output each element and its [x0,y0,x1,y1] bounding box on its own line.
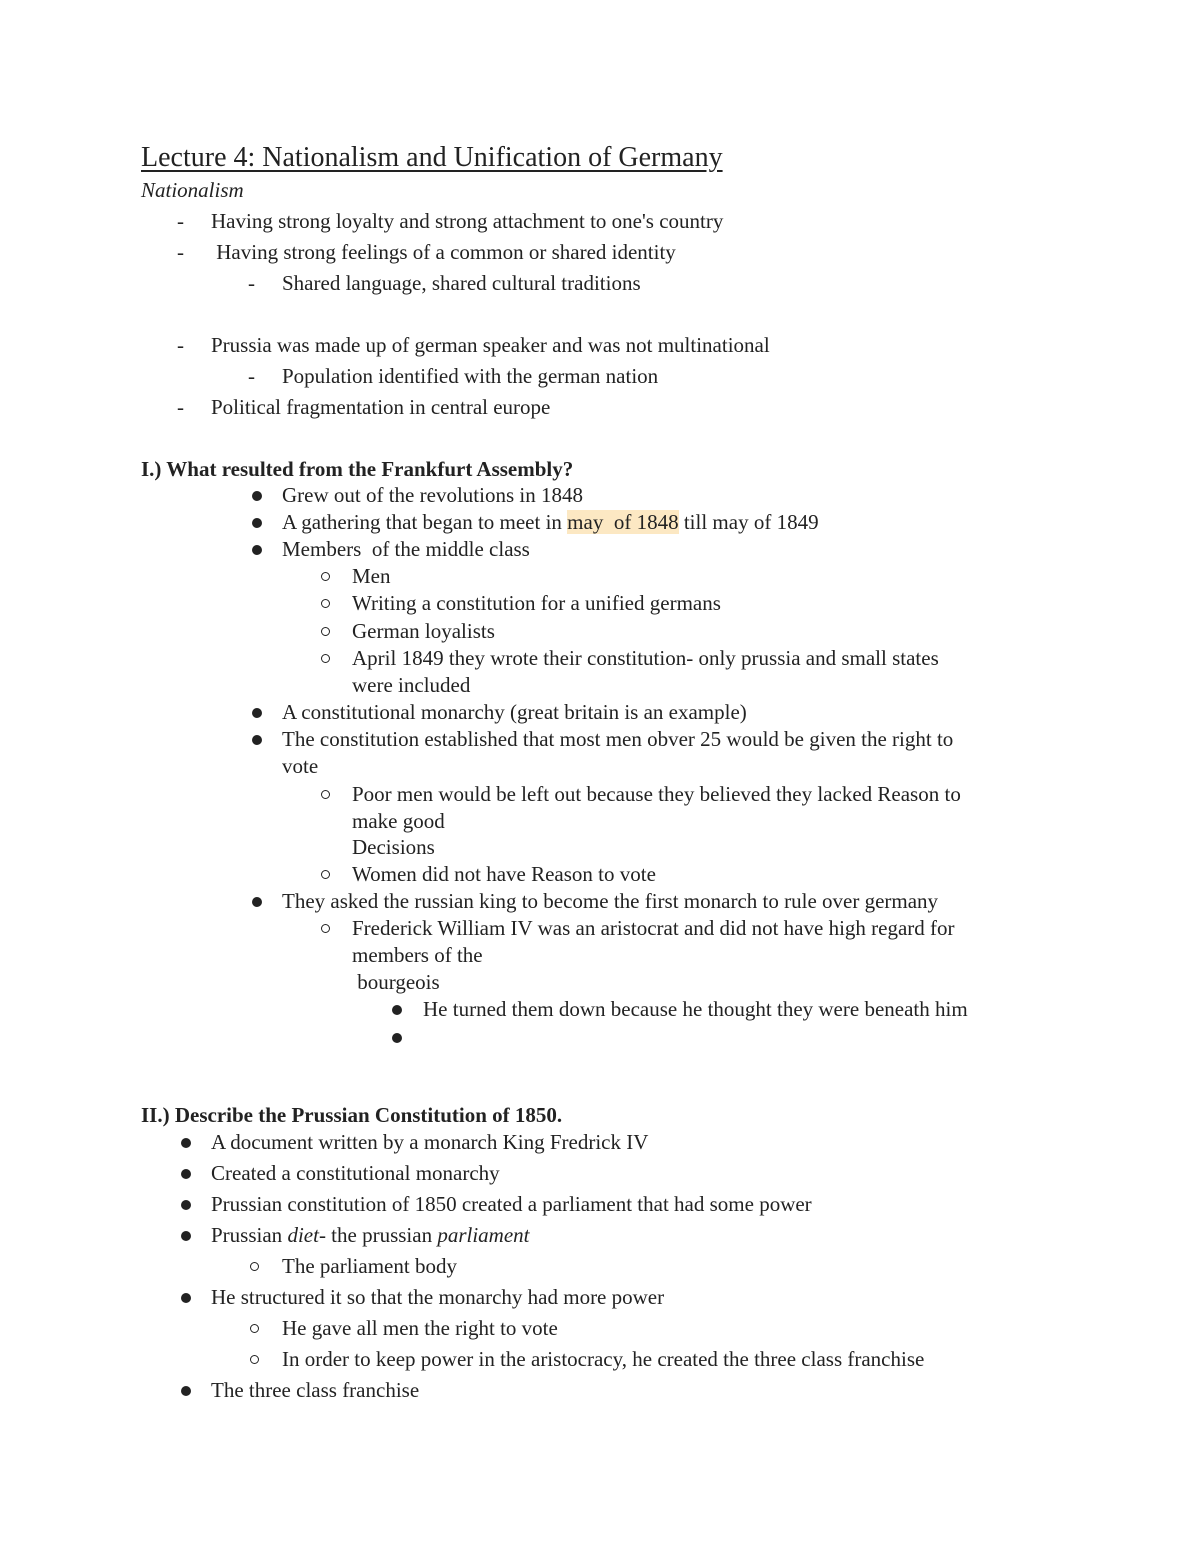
italic-term: diet [287,1223,319,1247]
list-item: Having strong loyalty and strong attachment to one's country [211,209,724,233]
highlighted-text: may of 1848 [567,510,679,534]
list-item: Poor men would be left out because they believed they lacked Reason to [352,782,961,806]
list-item: They asked the russian king to become the first monarch to rule over germany [282,889,939,913]
list-item: Population identified with the german nation [282,364,659,388]
bullet-dot [252,491,262,501]
list-item: A constitutional monarchy (great britain is an example) [282,700,747,724]
bullet-dot [252,545,262,555]
bullet-dot [181,1293,191,1303]
list-item: April 1849 they wrote their constitution- only prussia and small states [352,646,939,670]
list-item-continuation: Decisions [352,835,435,859]
list-item: Shared language, shared cultural traditions [282,271,641,295]
list-item-text: - the prussian [318,1223,438,1247]
list-item: The constitution established that most men obver 25 would be given the right to [282,727,954,751]
list-item: The three class franchise [211,1378,420,1402]
bullet-dot [392,1005,402,1015]
list-item: Political fragmentation in central europe [211,395,551,419]
bullet-dot [252,518,262,528]
bullet-circle [321,870,330,879]
bullet-circle [250,1324,259,1333]
list-item-continuation: vote [282,754,319,778]
bullet-dot [181,1169,191,1179]
list-item: Women did not have Reason to vote [352,862,656,886]
list-item: In order to keep power in the aristocracy, he created the three class franchise [282,1347,925,1371]
dash-bullet: - [177,333,184,357]
list-item [211,1222,530,1249]
dash-bullet: - [248,364,255,388]
list-item: He gave all men the right to vote [282,1316,558,1340]
list-item: He structured it so that the monarchy had more power [211,1285,665,1309]
list-item-text: Prussian [211,1223,288,1247]
list-item: Men [352,564,391,588]
list-item: Grew out of the revolutions in 1848 [282,483,583,507]
dash-bullet: - [177,209,184,233]
page-title: Lecture 4: Nationalism and Unification of Germany [141,142,723,173]
list-item: Frederick William IV was an aristocrat and did not have high regard for [352,916,955,940]
list-item [282,509,819,536]
list-item: The parliament body [282,1254,457,1278]
list-item: Writing a constitution for a unified germans [352,591,721,615]
list-item: Created a constitutional monarchy [211,1161,500,1185]
list-item: He turned them down because he thought they were beneath him [423,997,968,1021]
section-heading: II.) Describe the Prussian Constitution of 1850. [141,1103,563,1127]
bullet-circle [321,654,330,663]
bullet-dot [252,897,262,907]
bullet-circle [321,599,330,608]
bullet-circle [321,572,330,581]
bullet-dot [181,1200,191,1210]
section-heading: I.) What resulted from the Frankfurt Assembly? [141,457,574,481]
list-item-text: till may of 1849 [678,510,819,534]
bullet-circle [250,1355,259,1364]
bullet-dot [392,1033,402,1043]
list-item: A document written by a monarch King Fredrick IV [211,1130,649,1154]
list-item: Having strong feelings of a common or shared identity [211,240,676,264]
list-item-text: A gathering that began to meet in [282,510,568,534]
list-item: Prussia was made up of german speaker and was not multinational [211,333,770,357]
dash-bullet: - [177,395,184,419]
bullet-dot [181,1138,191,1148]
list-item: Prussian constitution of 1850 created a parliament that had some power [211,1192,812,1216]
bullet-circle [321,627,330,636]
bullet-circle [250,1262,259,1271]
list-item: German loyalists [352,619,495,643]
bullet-circle [321,924,330,933]
list-item-continuation: bourgeois [352,970,440,994]
bullet-dot [252,735,262,745]
list-item-continuation: were included [352,673,471,697]
bullet-dot [181,1231,191,1241]
dash-bullet: - [177,240,184,264]
bullet-dot [252,708,262,718]
list-item: Members of the middle class [282,537,530,561]
list-item-continuation: members of the [352,943,483,967]
list-item-continuation: make good [352,809,445,833]
dash-bullet: - [248,271,255,295]
bullet-dot [181,1386,191,1396]
bullet-circle [321,790,330,799]
nationalism-heading: Nationalism [141,178,244,202]
italic-term: parliament [437,1223,530,1247]
